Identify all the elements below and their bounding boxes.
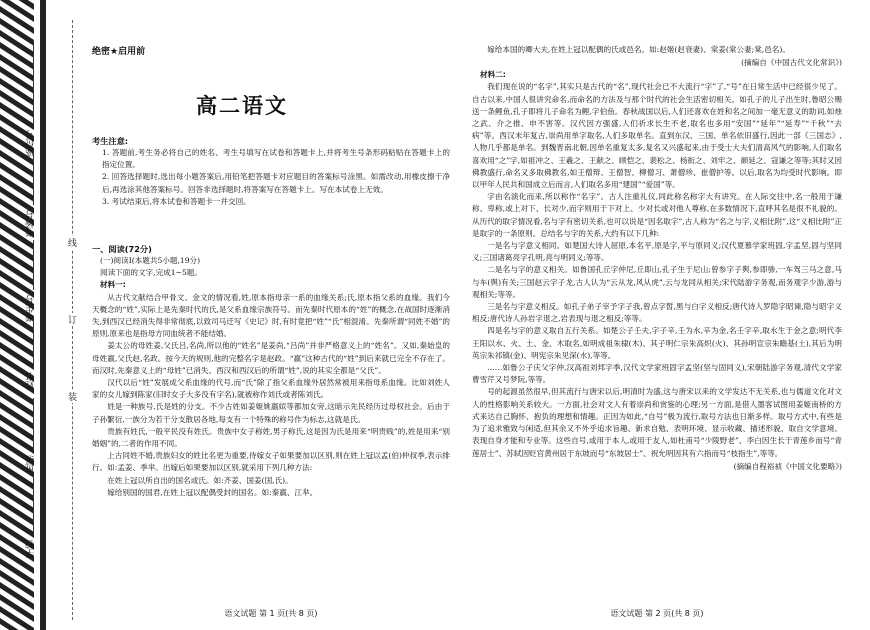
exam-room-label: 考场号 [26,210,36,237]
candidate-number-line [33,240,34,290]
paragraph: 从古代文献结合甲骨文、金文的情况看,姓,原本指母亲一系的血缘关系;氏,原本指父系的血缘。我们今天概念的“姓”,实际上是先秦时代的氏,是父系血缘宗族符号。而先秦时代原本的“姓”的概念,在战国时逐渐消失,到西汉已经消失得非常彻底,以致司马迁写《史记》时,有时竟把“姓”“氏”相混淆。先秦所谓“同姓不婚”的原则,原来也是指母方同血统者不能结婚。 [92,292,450,339]
paragraph: 贵族有姓氏,一般平民没有姓氏。贵族中女子称姓,男子称氏,这是因为氏是用来“明贵贱”的,姓是用来“别婚姻”的,二者的作用不同。 [92,426,450,449]
binding-margin [0,0,80,630]
paragraph: 一是名与字意义相同。如楚国大诗人屈原,本名平,原是字,平与原同义;汉代夏慕学家班固,字孟坚,固与坚同义;三国诸葛亮字孔明,亮与明同义;等等。 [472,241,842,263]
school-label: 学校 [26,540,36,558]
seat-number-line [33,40,34,125]
page-2-footer: 语文试题 第 2 页(共 8 页) [610,609,704,618]
paragraph: 我们现在说的“名字”,其实只是古代的“名”,现代社会已不大流行“字”了,“号”在日常生活中已经很少见了。自古以来,中国人很讲究命名,而命名的方法及与那个时代的社会生活密切相关。如孔子的儿子出生时,鲁昭公赐送一条鲤鱼,孔子即将儿子命名为鲤,字伯鱼。春秋战国以后,人们还喜欢在姓和名之间加一毫无意义的助词,如烛之武、介之推、申不害等。汉代因方强盛,人们祈求长生不老,取名也多用“安国”“延年”“延寿”“千秋”“去病”等。西汉末年复古,崇尚用单字取名,人们多取单名。直到东汉、三国、单名依旧盛行,因此一部《三国志》,人物几乎都是单名。到魏晋南北朝,因单名重复太多,复名又兴盛起来,由于受士大夫们清高风气的影响,人们取名喜欢用“之”字,如祖冲之、王羲之、王献之、顾恺之、裴松之、杨衒之、刘牢之、颜延之、寇谦之等等;其时又因佛教盛行,命名又多取佛教名,如王僧辩、王僧智、柳僧习、萧僧珍、崔僧护等。以后,取名为均受时代影响。即以甲年人民共和国成立后而言,人们取名多用“建国”“爱国”等。 [472,82,842,190]
cut-word-line: 线 [68,236,77,249]
material-1-label: 材料一: [100,280,126,290]
subsection-heading: (一)阅读Ⅰ(本题共5小题,19分) [100,256,201,265]
paragraph: 姓是一种族号,氏是姓的分支。不少古姓如姜姬姚嬴姒等都加女旁,这暗示先民经历过母权社会。后由于子孙繁衍,一族分为若干分支散居各地,每支有一个特殊的称号作为标志,这就是氏。 [92,402,450,424]
paragraph: 号的起源虽然很早,但其流行与唐宋以后,明清时为盛,这与唐宋以来的文学发达不无关系,也与儒道文化对文人的性格影响关系较大。一方面,社会对文人有着崇尚和赏鉴的心理;另一方面,是借人墨客试图用姜姬南桥的方式来达自己胸怀、抱负的理想和情趣。正因为如此,“自号”极为流行,取号方法也日渐多样。取号方式中,有些是为了追求雅致与闲适,但其余又不外乎追求旨趣、新求自勉、表明环境、显示收藏、描述形貌、取自文学意境、表现自身才能和专业等。这些自号,或用于本人,或用于友人,如杜甫号“少陵野老”、李白因生长于青莲乡而号“青莲居士”、苏轼因贬官黄州居于东坡而号“东坡居士”、祝允明因其有六指而号“枝指生”,等等。 [472,387,842,458]
school-line [33,475,34,535]
paragraph: 嫁给本国的卿大夫,在姓上冠以配偶的氏或邑名。如:赵姬(赵衰妻)、棠姜(棠公妻;棠,邑名)。 [487,45,790,54]
candidate-number-label: 考生号 [26,295,36,322]
paragraph: 上古同姓不婚,贵族妇女的姓比名更为重要,待嫁女子如果要加以区别,则在姓上冠以孟(伯)仲叔季,表示排行。如:孟姜、季芈。出嫁后如果要加以区别,就采用下列几种方法: [92,451,450,473]
page-2-body [472,44,842,473]
source-citation: (摘编自《中国古代文化常识》) [741,58,842,68]
paragraph: 在姓上冠以所自出的国名或氏。如:齐姜、国姜(国,氏)。 [107,475,293,485]
source-citation: (摘编自程裕祯《中国文化要略》) [733,461,842,471]
material-2-label: 材料二: [480,70,506,80]
instruction: 阅读下面的文字,完成1~5题。 [100,268,202,278]
paragraph: 姜太公的母姓姜,父氏吕,名尚,所以他的“姓名”是姜尚,“吕尚”并非严格意义上的“姓名”。又如,秦始皇的母姓嬴,父氏赵,名政。按今天的规则,他的完整名字是赵政。“嬴”这种古代的“姓”到后来就已完全不存在了。而汉时,先秦意义上的“母姓”已消失。西汉和西汉后的所谓“姓”,说的其实全都是“父氏”。 [92,341,450,375]
notes-heading: 考生注意: [92,136,129,146]
note-item: 3. 考试结束后,将本试卷和答题卡一并交回。 [102,196,251,206]
paragraph: 二是名与字的意义相关。如鲁国孔丘字仲尼,丘即山,孔子生于尼山;曾参字子舆,参即骖,一车驾三马之意,马与车(舆)有关;三国赵云字子龙,古人认为“云从龙,风从虎”,云与龙同从相关;宋代陆游字务观,而务观字少游,游与观相关;等等。 [472,265,842,299]
paragraph: 四是名与字的意义取自五行关系。如楚公子壬夫,字子辛,壬为水,辛为金,名壬字辛,取水生于金之意;明代李王阳以水、火、土、金、木取名,如明成祖朱棣(木)、其子明仁宗朱高炽(火)、其孙明宣宗朱瞻基(土),其后为明英宗朱祁镇(金)、明宪宗朱见深(水),等等。 [472,326,842,360]
paragraph: 汉代以后“姓”发展成父系血缘的代号,而“氏”除了指父系血缘外居然常被用来指母系血缘。比如刘姓人家的女儿嫁到陈家(旧时女子大多没有字名),就被称作刘氏或者陈刘氏。 [92,378,450,400]
note-item: 1. 答题前,考生务必将自己的姓名、考生号填写在试卷和答题卡上,并将考生号条形码粘贴在答题卡上的指定位置。 [102,148,450,170]
paragraph: 嫁给别国的国君,在姓上冠以配偶受封的国名。如:秦嬴、江芈。 [107,487,318,497]
paragraph: ……如鲁公子庆父字仲,汉高祖刘邦字季,汉代文学家班固字孟坚(坚与固同义),宋朝陆游字务观,清代文学家曹雪芹又号梦阮,等等。 [472,363,842,385]
binding-strip [40,0,46,630]
note-item: 2. 回答选择题时,选出每小题答案后,用铅笔把答题卡对应题目的答案标号涂黑。如需改动,用橡皮擦干净后,再选涂其他答案标号。回答非选择题时,将答案写在答题卡上。写在本试卷上无效。 [102,172,450,194]
page-1 [92,0,450,630]
confidential-mark: 绝密★启用前 [92,47,146,57]
reading-section [92,244,450,499]
exam-room-line [33,150,34,205]
class-label: 班级 [26,455,36,473]
paragraph: 字由名演化而来,所以称作“名字”。古人注重礼仪,同此称名称字大有讲究。在人际交往中,名一般用于谦称、卑称,或上对下、长对少,而字则用于下对上、少对长或对他人尊称,在多数情况下,直呼其名是很不礼貌的。从历代的取字情况看,名与字有密切关系,也可以说是“因名取字”,古人称为“名之与字,义相比附”,这“义相比附”正是取字的一条原则。总结名与字的关系,大约有以下几种: [472,192,842,238]
name-line [33,320,34,368]
page-1-footer: 语文试题 第 1 页(共 8 页) [224,609,318,618]
exam-title: 高二语文 [196,94,288,118]
cut-word-install: 装 [68,390,77,403]
seat-number-label: 座位号 [26,130,36,157]
cut-word-bind: 订 [68,313,77,326]
name-label: 姓名 [26,372,36,390]
notes-section [92,136,450,208]
page-2 [472,0,842,630]
paragraph: 三是名与字意义相反。如孔子弟子宰予字子我,曾点字皙,黑与白字义相反;唐代诗人罗隐字昭谏,隐与昭字义相反;唐代诗人孙岩字退之,岩表现与退之相反;等等。 [472,302,842,324]
section-heading: 一、阅读(72分) [92,244,152,254]
class-line [33,398,34,450]
